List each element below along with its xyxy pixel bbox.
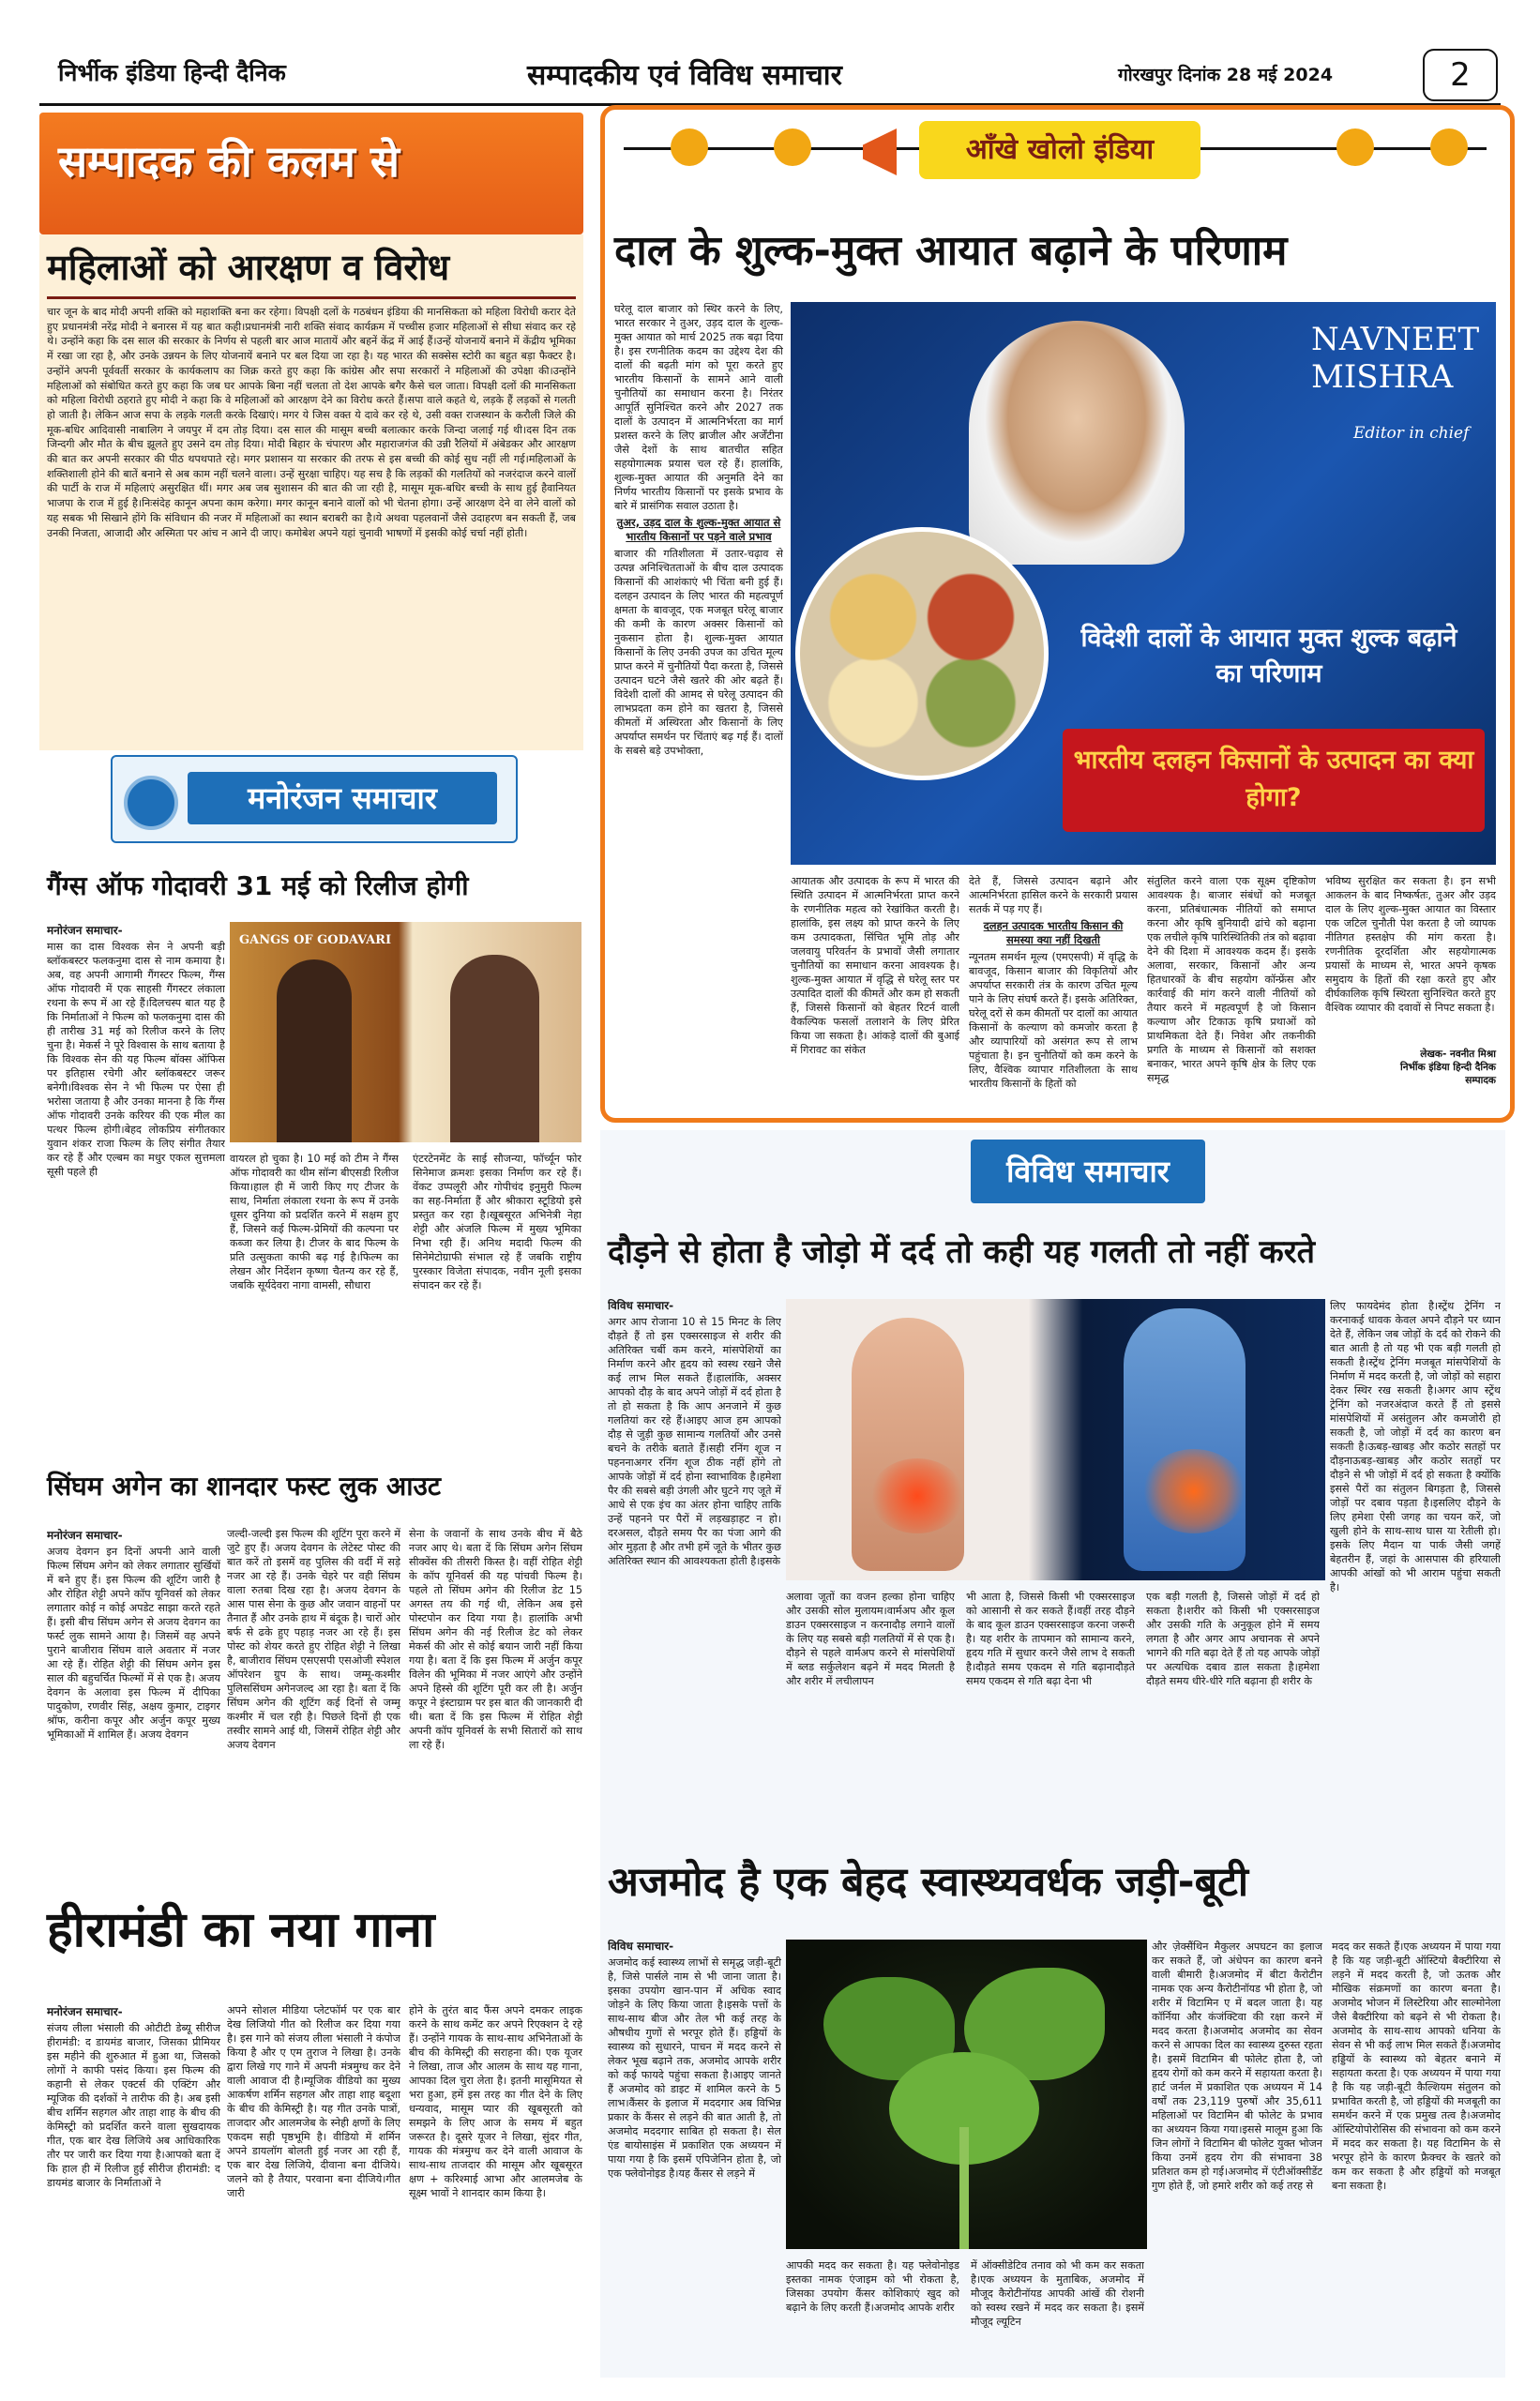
- misc-story1-headline: दौड़ने से होता है जोड़ो में दर्द तो कही यह गलती तो नहीं करते: [608, 1233, 1315, 1271]
- story-heera-col2: अपने सोशल मीडिया प्लेटफॉर्म पर एक बार देख लिजियो गीत को रिलीज कर दिया गया है। इस गाने को संजय लीला भंसाली ने कंपोज किया है और ए एम तुराज ने लिखा है। उनके द्वारा लिखे गए गाने में अपनी मंत्रमुग्ध कर देने वाली आवाज दी है।म्यूजिक वीडियो का मुख्य आकर्षण शर्मिन सहगल और ताहा शाह बदूशा के बीच की केमिस्ट्री है। यह गीत उनके पात्रों, ताजदार और आलमजेब के स्नेही क्षणों के लिए एकदम सही पृष्ठभूमि है। वीडियो में शर्मिन अपने डायलॉग बोलती हुई नजर आ रही हैं, एक बार देख लिजिये, दीवाना बना दीजिये। जलने को है तैयार, परवाना बना दीजिये।गीत जारी: [227, 2004, 400, 2199]
- misc-story2-col2: आपकी मदद कर सकता है। यह फ्लेवोनोइड इस्तका नामक एंजाइम को भी रोकता है, जिसका उपयोग कैंसर कोशिकाएं खुद को बढ़ाने के लिए करती हैं।अजमोद आपके शरीर: [786, 2259, 959, 2314]
- feature-headline: दाल के शुल्क-मुक्त आयात बढ़ाने के परिणाम: [614, 227, 1288, 275]
- sunburst-icon-4: [1430, 128, 1468, 166]
- story-gangs-col3: एंटरटेनमेंट के साई सौजन्या, फॉर्च्यून फोर सिनेमाज क्रमशः इसका निर्माण कर रहे हैं। वेंकट उप्पलूरी और गोपीचंद इनुमुरी फिल्म का सह-निर्माता हैं और श्रीकारा स्टूडियो इसे प्रस्तुत कर रहा है।खूबसूरत अभिनेत्री नेहा शेट्टी और अंजलि फिल्म में मुख्य भूमिका निभा रही हैं। अनिथ मदादी फिल्म की सिनेमेटोग्राफी संभाल रहे हैं जबकि राष्ट्रीय पुरस्कार विजेता संपादक, नवीन नूली इसका संपादन कर रहे हैं।: [413, 1153, 581, 1291]
- misc-story2-text1: अजमोद कई स्वास्थ्य लाभों से समृद्ध जड़ी-बूटी है, जिसे पार्सले नाम से भी जाना जाता है। इसका उपयोग खान-पान में अधिक स्वाद जोड़ने के लिए किया जाता है।इसके पत्तों के साथ-साथ बीज और तेल भी कई तरह के औषधीय गुणों से भरपूर होते हैं। हड्डियों के स्वास्थ्य को सुधारने, पाचन में मदद करने से लेकर भूख बढ़ाने तक, अजमोद आपके शरीर को कई फायदे पहुंचा सकता है।आइए जानते हैं अजमोद को डाइट में शामिल करने के 5 लाभ।कैंसर के इलाज में मददगार अब विभिन्न प्रकार के कैंसर से लड़ने की बात आती है, तो अजमोद मददगार साबित हो सकता है। सेल एंड बायोसाइंस में प्रकाशित एक अध्ययन में पाया गया है कि इसमें एपिजेनिन होता है, जो एक फ्लेवोनोइड है।यह कैंसर से लड़ने में: [608, 1956, 781, 2180]
- story-singham-headline: सिंघम अगेन का शानदार फस्ट लुक आउट: [47, 1471, 441, 1502]
- misc-story1-col4: एक बड़ी गलती है, जिससे जोड़ों में दर्द हो सकता है।शरीर को किसी भी एक्सरसाइज और उसकी गति के अनुकूल होने में समय लगता है और अगर आप अचानक से अपने भागने की गति बढ़ा देते हैं तो यह आपके जोड़ों पर अत्यधिक दबाव डाल सकता है।हमेशा दौड़ते समय धीरे-धीरे गति बढ़ाना ही शरीर के: [1146, 1591, 1320, 1687]
- misc-story1-col2: अलावा जूतों का वजन हल्का होना चाहिए और उसकी सोल मुलायम।वार्मअप और कूल डाउन एक्सरसाइज न करनादौड़ लगाने वालों के लिए यह सबसे बड़ी गलतियों में से एक है।दौड़ने से पहले वार्मअप करने से मांसपेशियों में ब्लड सर्कुलेशन बढ़ने में मदद मिलती है और शरीर में लचीलापन: [786, 1591, 955, 1687]
- story-singham-col2: जल्दी-जल्दी इस फिल्म की शूटिंग पूरा करने में जुटे हुए हैं। अजय देवगन के लेटेस्ट पोस्ट की बात करें तो इसमें वह पुलिस की वर्दी में सड़े नजर आ रहे हैं। उनके चेहरे पर वही सिंघम वाला रुतबा दिख रहा है। अजय देवगन के आस पास सेना के कुछ और जवान वाहनों पर तैनात हैं और उनके हाथ में बंदूक है। चारों ओर बर्फ से ढके हुए पहाड़ नजर आ रहे हैं। इस पोस्ट को शेयर करते हुए रोहित शेट्टी ने लिखा है, बाजीराव सिंघम एसएसपी एसओजी स्पेशल ऑपरेशन ग्रुप के साथ। जम्मू-कश्मीर पुलिससिंघम अगेनजल्द आ रहा है। बता दें कि सिंघम अगेन की शूटिंग कई दिनों से जम्मू कश्मीर में चल रही है। पिछले दिनों ही एक तस्वीर सामने आई थी, जिसमें रोहित शेट्टी और अजय देवगन: [227, 1528, 400, 1751]
- signature-line2: निर्भीक इंडिया हिन्दी दैनिक: [1399, 1062, 1496, 1073]
- section-title: सम्पादकीय एवं विविध समाचार: [527, 59, 842, 92]
- misc-story1-text1: अगर आप रोजाना 10 से 15 मिनट के लिए दौड़ते हैं तो इस एक्सरसाइज से शरीर की अतिरिक्त चर्बी कम करने, मांसपेशियों का निर्माण करने और हृदय को स्वस्थ रखने जैसे कई लाभ मिल सकते हैं।हालांकि, अक्सर आपको दौड़ के बाद अपने जोड़ों में दर्द होता है तो हो सकता है कि आप अनजाने में कुछ गलतियां कर रहे हैं।आइए आज हम आपको दौड़ से जुड़ी कुछ सामान्य गलतियों और उनसे बचने के तरीके बताते हैं।सही रनिंग शूज न पहननाअगर रनिंग शूज ठीक नहीं होंगे तो आपके जोड़ों में दर्द होना स्वाभाविक है।हमेशा पैर की सबसे बड़ी उंगली और घुटने गए जूते में आधे से एक इंच का अंतर होना चाहिए ताकि उन्हें पहनने पर पैरों में लड़खड़ाहट न हो।दरअसल, दौड़ते समय पैर का पंजा आगे की ओर मुड़ता है और तभी हमें जूते के भीतर कुछ अतिरिक्त स्थान की आवश्यकता होती है।इसके: [608, 1316, 781, 1567]
- pulses-bowls: [795, 527, 1049, 780]
- feature-frame: [600, 105, 1515, 1123]
- image-name-line1: NAVNEET: [1311, 321, 1480, 358]
- editorial-banner: [39, 113, 583, 234]
- signature-line1: लेखक- नवनीत मिश्रा: [1420, 1049, 1496, 1060]
- dateline: गोरखपुर दिनांक 28 मई 2024: [1118, 65, 1334, 85]
- misc-banner-text: विविध समाचार: [1006, 1154, 1170, 1189]
- story-gangs-byline: मनोरंजन समाचार-: [47, 924, 123, 937]
- poster-figure-left: [277, 959, 352, 1142]
- image-caption2: भारतीय दलहन किसानों के उत्पादन का क्या होगा?: [1073, 746, 1474, 812]
- story-heera-col3: होने के तुरंत बाद फैंस अपने दमकर लाइक करने के साथ कमेंट कर अपने रिएक्शन दे रहे हैं। उन्होंने गायक के साथ-साथ अभिनेताओं के बीच की केमिस्ट्री की सराहना की। एक यूजर ने लिखा, ताज और आलम के साथ यह गाना, आपका दिल चुरा लेता है। इतनी मासूमियत से भरा हुआ, हमें इस तरह का गीत देने के लिए धन्यवाद, मासूम प्यार की खूबसूरती को समझने के लिए आज के समय में बहुत जरूरत है। दूसरे यूजर ने लिखा, सुंदर गीत, गायक की मंत्रमुग्ध कर देने वाली आवाज के साथ-साथ ताजदार की मासूम और खूबसूरत क्षण + करिश्माई आभा और आलमजेब के सूक्ष्म भावों ने शानदार काम किया है।: [409, 2004, 582, 2199]
- misc-story2-col3: में ऑक्सीडेटिव तनाव को भी कम कर सकता है।एक अध्ययन के मुताबिक, अजमोद में मौजूद कैरोटीनॉयड आपकी आंखें की रोशनी को स्वस्थ रखने में मदद कर सकता है। इसमें मौजूद ल्यूटिन: [971, 2259, 1144, 2328]
- misc-banner: [971, 1140, 1205, 1203]
- editorial-box: [39, 234, 583, 750]
- feature-signature: [1327, 1048, 1496, 1087]
- story-heera-byline: मनोरंजन समाचार-: [47, 2005, 123, 2018]
- editorial-rule: [47, 296, 576, 299]
- feature-col1-subhead: तुअर, उड़द दाल के शुल्क-मुक्त आयात से भारतीय किसानों पर पड़ने वाले प्रभाव: [616, 516, 781, 543]
- feature-col4: संतुलित करने वाला एक सूक्ष्म दृष्टिकोण आवश्यक है। बाजार संबंधों को मजबूत करना, प्रतिबंधात्मक नीतियों को समाप्त करना और कृषि बुनियादी ढांचे को बढ़ाना एक लचीले कृषि पारिस्थितिकी तंत्र को बढ़ावा देने की दिशा में आवश्यक कदम हैं। इसके अलावा, सरकार, किसानों और अन्य हितधारकों के बीच सहयोग कॉन्फ्रेंस और कार्रवाई की मांग करने वाली नीतियों को तैयार करने में महत्वपूर्ण है जो किसान कल्याण और टिकाऊ कृषि प्रथाओं को प्राथमिकता देते हैं। निवेश और तकनीकी प्रगति के माध्यम से किसानों को सशक्त बनाकर, भारत अपने कृषि क्षेत्र के लिए एक समृद्ध: [1147, 875, 1316, 1084]
- signature-line3: सम्पादक: [1465, 1075, 1496, 1086]
- parsley-stem: [959, 2127, 969, 2249]
- story-heera-text1: संजय लीला भंसाली की ओटीटी डेब्यू सीरीज हीरामंडी: द डायमंड बाजार, जिसका प्रीमियर इस महीने की शुरुआत में हुआ था, जिसको लोगों ने काफी पसंद किया। इस फिल्म की कहानी से लेकर एक्टर्स की एक्टिंग और म्यूजिक की दर्शकों ने तारीफ की है। अब इसी बीच शर्मिन सहगल और ताहा शाह के बीच की केमिस्ट्री को प्रदर्शित करने वाला सुखदायक गीत, एक बार देख लिजिये अब आधिकारिक तौर पर जारी कर दिया गया है।आपको बता दें कि हाल ही में रिलीज हुई सीरीज हीरामंडी: द डायमंड बाजार के निर्माताओं ने: [47, 2022, 220, 2189]
- editorial-banner-text: सम्पादक की कलम से: [58, 136, 400, 187]
- entertainment-banner-plate: [188, 772, 497, 824]
- page-number: 2: [1450, 56, 1471, 94]
- image-caption2-plate: [1063, 729, 1485, 832]
- pain-glow-left: [870, 1458, 964, 1533]
- feature-col3-subhead: दलहन उत्पादक भारतीय किसान की समस्या क्या नहीं दिखती: [983, 919, 1124, 946]
- feature-col3-text: देते हैं, जिससे उत्पादन बढ़ाने और आत्मनिर्भरता हासिल करने के सरकारी प्रयास सतर्क में पड़ गए हैं।: [969, 875, 1138, 915]
- editorial-body: चार जून के बाद मोदी अपनी शक्ति को महाशक्ति बना कर रहेगा। विपक्षी दलों के गठबंधन इंडिया की मानसिकता को महिला विरोधी करार देते हुए प्रधानमंत्री नरेंद्र मोदी ने बनारस में यह बात कही।प्रधानमंत्री नारी शक्ति संवाद कार्यक्रम में पच्चीस हजार महिलाओं से सीधा संवाद कर रहे थे। उन्होंने कहा कि दस साल की सरकार के निर्णय से पहली बार आज मातायें और बहनें केंद्र में आई हैं।उन्हें योजनायें बनाने में केंद्रीय भूमिका में रखा जा रहा है, और उनके उन्नयन के लिए योजनायें बनाने पर बल दिया जा रहा है। यह भारत की सक्सेस स्टोरी का बहुत बड़ा फैक्टर है। उन्होंने अपनी पूर्ववर्ती सरकार के कार्यकलाप का जिक्र करते हुए कहा कि कांग्रेस और सपा सरकारों ने महिलाओं की उपेक्षा की।उन्होंने महिलाओं को संबोधित करते हुए कहा कि जब घर आपके बिना नहीं चलता तो देश आपके बगैर कैसे चल जाता। विपक्षी दलों की मानसिकता को महिला विरोधी ठहराते हुए मोदी ने कहा कि वे महिलाओं को आरक्षण देने का विरोध करते हैं।सपा वाले कहते थे, लड़के हैं लड़कों से गलती हो जाती है। लेकिन आज सपा के लड़के गलती करके दिखाएं। मगर ये जिस वक्त ये दावे कर रहे थे, उसी वक्त राजस्थान के करौली जिले की मूक-बधिर आदिवासी नाबालिग ने जयपुर में दम तोड़ दिया। दस साल की मासूम बच्ची बलात्कार करके जिन्दा जलाई गई थी।दस दिन तक जिन्दगी और मौत के बीच झूलते हुए उसने दम तोड़ दिया। मोदी बिहार के चंपारण और महाराजगंज की उन्नी रैलियों में अंबेडकर और आरक्षण की बात कर अपनी सरकार की पीठ थपथपाते रहे। मगर प्रशासन या सरकार की तरफ से इस बच्ची की कोई सुध नहीं ली गई।महिलाओं के शक्तिशाली होने की बातें बनाने से अब काम नहीं चलने वाला। उन्हें सुरक्षा चाहिए। यह सच है कि लड़कों की गलतियों को नजरंदाज करने वालों की पार्टी के राज में महिलाएं असुरक्षित थीं। मगर अब जब सुशासन की बात की जा रही है, मासूम मूक-बधिर बच्ची के साथ हुई हैवानियत भाजपा के राज में हुई है।निःसंदेह कानून अपना काम करेगा। मगर कानून बनाने वालों को भी चेतना होगा। उन्हें आरक्षण देने वा लेने वालों को यह सबक भी सिखाने होंगे कि संविधान की नजर में महिलाओं का स्थान बराबरी का है।ये अथवा पहलवानों जैसे उदाहरण बन सकती हैं, जब उनकी निजता, आजादी और अस्मिता पर आंच न आने दी जाए। कमोबेश अपने यहां चुनावी भाषणों में इसकी कोई चर्चा नहीं होती।: [47, 306, 576, 539]
- feature-banner-plate: [919, 121, 1200, 179]
- misc-story2-col1: [608, 1940, 781, 2371]
- image-caption1: विदेशी दालों के आयात मुक्त शुल्क बढ़ाने का परिणाम: [1080, 624, 1457, 688]
- story-heera-col1: [47, 2005, 220, 2362]
- story-gangs-col1: [47, 924, 225, 1449]
- paper-name: निर्भीक इंडिया हिन्दी दैनिक: [58, 59, 286, 86]
- feature-col3: [969, 874, 1138, 1099]
- story-singham-byline: मनोरंजन समाचार-: [47, 1529, 123, 1542]
- misc-story1-col3: भी आता है, जिससे किसी भी एक्सरसाइज को आसानी से कर सकते हैं।वहीं तरह दौड़ने के बाद कूल डाउन एक्सरसाइज करना जरूरी है। यह शरीर के तापमान को सामान्य करने, हृदय गति में सुधार करने जैसे लाभ दे सकती है।दौड़ते समय एकदम से गति बढ़ानादौड़ते समय एकदम से गति बढ़ा देना भी: [966, 1591, 1135, 1687]
- story-singham-col1: [47, 1529, 220, 1880]
- megaphone-icon: [863, 128, 919, 175]
- portrait-silhouette: [969, 321, 1185, 565]
- joint-pain-photo: [786, 1299, 1325, 1580]
- masthead: [39, 49, 1501, 106]
- image-name-line2: MISHRA: [1311, 358, 1454, 396]
- feature-image: [791, 302, 1496, 865]
- entertainment-banner: [111, 755, 518, 843]
- misc-story2-headline: अजमोद है एक बेहद स्वास्थ्यवर्धक जड़ी-बूटी: [608, 1859, 1248, 1906]
- story-singham-col3: सेना के जवानों के साथ उनके बीच में बैठे नजर आए थे। बता दें कि सिंघम अगेन सिंघम सीक्वेंस की तीसरी किस्त है। वहीं रोहित शेट्टी के कॉप यूनिवर्स की यह पांचवी फिल्म है। पहले तो सिंघम अगेन की रिलीज डेट 15 अगस्त तय की गई थी, लेकिन अब इसे पोस्टपोन कर दिया गया है। हालांकि अभी सिंघम अगेन की नई रिलीज डेट को लेकर मेकर्स की ओर से कोई बयान जारी नहीं किया गया है। बता दें कि इस फिल्म में अर्जुन कपूर विलेन की भूमिका में नजर आएंगे और उन्होंने अपने हिस्से की शूटिंग पूरी कर ली है। अर्जुन कपूर ने इंस्टाग्राम पर इस बात की जानकारी दी थी। बता दें कि इस फिल्म में रोहित शेट्टी अपनी कॉप यूनिवर्स के सभी सितारों को साथ ला रहे हैं।: [409, 1528, 582, 1751]
- misc-story2-col5: मदद कर सकते हैं।एक अध्ययन में पाया गया है कि यह जड़ी-बूटी ऑस्टियो बैक्टीरिया से लड़ने में मदद करती है, जो ऊतक और मौखिक संक्रमणों का कारण बनता है।अजमोद भोजन में लिस्टेरिया और साल्मोनेला जैसे बैक्टीरिया को बढ़ने से भी रोकता है। अजमोद के साथ-साथ आपको धनिया के सेवन से भी कई लाभ मिल सकते हैं।अजमोद हड्डियों के स्वास्थ्य को बेहतर बनाने में सहायता करता है। एक अध्ययन में पाया गया है कि यह जड़ी-बूटी कैल्शियम संतुलन को प्रभावित करती है, जो हड्डियों की मजबूती का समर्थन करने में एक प्रमुख तत्व है।अजमोद ऑस्टियोपोरोसिस की संभावना को कम करने में मदद कर सकता है। यह विटामिन के से भरपूर होने के कारण फ्रैक्चर के खतरे को कम कर सकता है और हड्डियों को मजबूत बना सकता है।: [1332, 1940, 1501, 2192]
- story-gangs-text1: मास का दास विश्वक सेन ने अपनी बड़ी ब्लॉकबस्टर फलकनुमा दास से नाम कमाया है। अब, वह अपनी आगामी गैंगस्टर फिल्म, गैंग्स ऑफ गोदावरी में एक साहसी गैंगस्टर लंकाला रथना के रूप में आ रहे हैं।दिलचस्प बात यह है कि निर्माताओं ने फिल्म को फलकनुमा दास की ही तारीख 31 मई को रिलीज करने के लिए चुना है। मेकर्स ने पूरे विश्वास के साथ बताया है कि विश्वक सेन की यह फिल्म बॉक्स ऑफिस पर इतिहास रचेगी और ब्लॉकबस्टर जरूर बनेगी।विश्वक सेन ने भी फिल्म पर ऐसा ही भरोसा जताया है और उनका मानना है कि गैंग्स ऑफ गोदावरी उनके करियर की एक मील का पत्थर फिल्म होगी।बेहद लोकप्रिय संगीतकार युवान शंकर राजा फिल्म के लिए संगीत तैयार कर रहे हैं और एल्बम का मधुर एकल सुत्तमला सूसी पहले ही: [47, 941, 225, 1178]
- feature-banner-text: आँखे खोलो इंडिया: [965, 133, 1155, 166]
- film-reel-icon: [124, 776, 178, 830]
- feature-col3-text2: न्यूनतम समर्थन मूल्य (एमएसपी) में वृद्धि के बावजूद, किसान बाजार की विकृतियों और अपर्याप्त सरकारी तंत्र के कारण उचित मूल्य पाने के लिए संघर्ष करते हैं। इसके अतिरिक्त, घरेलू दरों से कम कीमतों पर दालों का आयात किसानों के कल्याण को कमजोर करता है और व्यापारियों को असंगत रूप से लाभ पहुंचाता है। इन चुनौतियों को कम करने के लिए, वैश्विक व्यापार गतिशीलता के साथ भारतीय किसानों के हितों को: [969, 951, 1138, 1090]
- misc-story2-byline: विविध समाचार-: [608, 1940, 674, 1953]
- feature-banner-strip: [614, 119, 1496, 185]
- entertainment-banner-text: मनोरंजन समाचार: [248, 780, 437, 816]
- misc-story1-col5: लिए फायदेमंद होता है।स्ट्रेंथ ट्रेनिंग न करनाकई धावक केवल अपने दौड़ने पर ध्यान देते हैं, लेकिन जब जोड़ों के दर्द को रोकने की बात आती है तो यह भी एक बड़ी गलती हो सकती है।स्ट्रेंथ ट्रेनिंग मजबूत मांसपेशियों के निर्माण में मदद करती है, जो जोड़ों को सहारा देकर स्थिर रख सकती है।अगर आप स्ट्रेंथ ट्रेनिंग को नजरअंदाज करते हैं तो इससे मांसपेशियों में असंतुलन और कमजोरी हो सकती है, जो जोड़ों में दर्द का कारण बन सकती है।ऊबड़-खाबड़ और कठोर सतहों पर दौड़नाऊबड़-खाबड़ और कठोर सतहों पर दौड़ने से भी जोड़ों में दर्द हो सकता है क्योंकि इससे पैरों का संतुलन बिगड़ता है, जिससे जोड़ों पर दबाव पड़ता है।इसलिए दौड़ने के लिए हमेशा ऐसी जगह का चयन करें, जो खुली होने के साथ-साथ घास या रेतीली हो।इसके लिए मैदान या पार्क जैसी जगहें बेहतरीन हैं, जहां के आसपास की हरियाली आपकी आंखों को भी आराम पहुंचा सकती है।: [1330, 1300, 1501, 1593]
- story-heera-headline: हीरामंडी का नया गाना: [47, 1902, 435, 1958]
- poster-title: GANGS OF GODAVARI: [239, 933, 392, 947]
- leg-left: [852, 1318, 964, 1571]
- feature-col2: आयातक और उत्पादक के रूप में भारत की स्थिति उत्पादन में आत्मनिर्भरता प्राप्त करने के रणनीतिक महत्व को रेखांकित करती है। हालांकि, इस लक्ष्य को प्राप्त करने के लिए कम उत्पादकता, सिंचित भूमि तोड़ और जलवायु परिवर्तन के प्रभावों जैसी लगातार चुनौतियों का समाधान करना आवश्यक है। शुल्क-मुक्त आयात में वृद्धि से घरेलू स्तर पर उत्पादित दालों की कीमतें और कम हो सकती हैं, जिससे किसानों को बेहतर रिटर्न वाली वैकल्पिक फसलों तलाशने के लिए प्रेरित किया जा सकता है। आंकड़े दालों की बुआई में गिरावट का संकेत: [791, 875, 959, 1056]
- editorial-headline: महिलाओं को आरक्षण व विरोध: [47, 247, 450, 288]
- sunburst-icon-2: [774, 128, 811, 166]
- feature-col1-text: घरेलू दाल बाजार को स्थिर करने के लिए, भारत सरकार ने तुअर, उड़द दाल के शुल्क-मुक्त आयात को मार्च 2025 तक बढ़ा दिया है। इस रणनीतिक कदम का उद्देश्य देश की दालों की बढ़ती मांग को पूरा करते हुए भारतीय किसानों के सामने आने वाली चुनौतियों का समाधान करना है। निरंतर आपूर्ति सुनिश्चित करने और 2027 तक दालों के उत्पादन में आत्मनिर्भरता का मार्ग प्रशस्त करने के लिए ब्राजील और अर्जेंटीना जैसे देशों के साथ बातचीत सहित सहयोगात्मक प्रयास चल रहे हैं। हालांकि, शुल्क-मुक्त आयात की अनुमति देने का निर्णय भारतीय किसानों पर इसके प्रभाव के बारे में प्रासंगिक सवाल उठाता है।: [614, 303, 783, 512]
- story-singham-text1: अजय देवगन इन दिनों अपनी आने वाली फिल्म सिंघम अगेन को लेकर लगातार सुर्खियों में बने हुए हैं। इस फिल्म की शूटिंग जारी है और रोहित शेट्टी अपने कॉप यूनिवर्स को लेकर लगातार कोई न कोई अपडेट साझा करते रहते हैं। इसी बीच सिंघम अगेन से अजय देवगन का फर्स्ट लुक सामने आया है। जिसमें वह अपने पुराने बाजीराव सिंघम वाले अवतार में नजर आ रहे हैं। रोहित शेट्टी की सिंघम अगेन इस साल की बहुचर्चित फिल्मों में से एक है। अजय देवगन के अलावा इस फिल्म में दीपिका पादुकोण, रणवीर सिंह, अक्षय कुमार, टाइगर श्रॉफ, करीना कपूर और अर्जुन कपूर मुख्य भूमिकाओं में शामिल हैं। अजय देवगन: [47, 1546, 220, 1741]
- misc-story2-col4: और ज़ेक्सैंथिन मैकुलर अपघटन का इलाज कर सकते हैं, जो अंधेपन का कारण बनने वाली बीमारी है।अजमोद में बीटा कैरोटीन नामक एक अन्य कैरोटीनॉयड भी होता है, जो शरीर में विटामिन ए में बदल जाता है। यह कॉर्निया और कंजंक्टिवा की रक्षा करने में मदद करता है।अजमोद अजमोद का सेवन करने से आपका दिल का स्वास्थ्य दुरुस्त रहता है। इसमें विटामिन बी फोलेट होता है, जो हृदय रोगों को कम करने में सहायता करता है।हार्ट जर्नल में प्रकाशित एक अध्ययन में 14 वर्षों तक 23,119 पुरुषों और 35,611 महिलाओं पर विटामिन बी फोलेट के प्रभाव का अध्ययन किया गया।इससे मालूम हुआ कि जिन लोगों ने विटामिन बी फोलेट युक्त भोजन किया उनमें हृदय रोग की संभावना 38 प्रतिशत कम हो गई।अजमोद में एंटीऑक्सीडेंट गुण होते हैं, जो हमारे शरीर को कई तरह से: [1152, 1940, 1322, 2192]
- feature-col1-text2: बाजार की गतिशीलता में उतार-चढ़ाव से उत्पन्न अनिश्चितताओं के बीच दाल उत्पादक किसानों की आशंकाएं भी चिंता बनी हुई हैं। दलहन उत्पादन के लिए भारत की महत्वपूर्ण क्षमता के बावजूद, एक मजबूत घरेलू बाजार की कमी के कारण अक्सर किसानों को नुकसान होता है। शुल्क-मुक्त आयात किसानों के लिए उनकी उपज का उचित मूल्य प्राप्त करने में चुनौतियों पैदा करता है, जिससे उत्पादन घटने जैसे खतरे की ओर बढ़ते हैं। विदेशी दालों की आमद से घरेलू उत्पादन की लाभप्रदता कम होने का खतरा है, जिससे कीमतों में अस्थिरता और किसानों के लिए अपर्याप्त समर्थन पर चिंताएं बढ़ गई हैं। दालों के सबसे बड़े उपभोक्ता,: [614, 548, 783, 757]
- feature-col1: [614, 302, 783, 1099]
- misc-story1-byline: विविध समाचार-: [608, 1299, 674, 1312]
- image-role: Editor in chief: [1353, 424, 1470, 443]
- pain-glow-right: [1142, 1449, 1246, 1533]
- parsley-photo: [786, 1940, 1147, 2249]
- poster-figure-right: [450, 955, 539, 1142]
- story-gangs-col2: वायरल हो चुका है। 10 मई को टीम ने गैंग्स ऑफ गोदावरी का थीम सॉन्ग बीएसडी रिलीज किया।हाल ही में जारी किए गए टीजर के साथ, निर्माता लंकाला रथना के रूप में उनके धूसर दुनिया को प्रदर्शित करने में सक्षम हुए हैं, जिसने कई फिल्म-प्रेमियों की कल्पना पर कब्जा कर लिया है। टीजर के बाद फिल्म के प्रति उत्सुकता काफी बढ़ गई है।फिल्म का लेखन और निर्देशन कृष्णा चैतन्य कर रहे हैं, जबकि सूर्यदेवरा नागा वामसी, सौधारा: [230, 1153, 399, 1291]
- misc-story1-col1: [608, 1299, 781, 1805]
- sunburst-icon-1: [671, 128, 708, 166]
- story-gangs-headline: गैंग्स ऑफ गोदावरी 31 मई को रिलीज होगी: [47, 870, 469, 901]
- sunburst-icon-3: [1336, 128, 1374, 166]
- page-number-box: [1423, 49, 1498, 101]
- feature-col5-text: भविष्य सुरक्षित कर सकता है। इन सभी आकलन के बाद निष्कर्षतः, तुअर और उड़द दाल के लिए शुल्क-मुक्त आयात का विस्तार एक जटिल चुनौती पेश करता है जो व्यापक नीतिगत हस्तक्षेप की मांग करता है। रणनीतिक दूरदर्शिता और सहयोगात्मक प्रयासों के माध्यम से, भारत अपने कृषक समुदाय के हितों की रक्षा करते हुए और दीर्घकालिक कृषि स्थिरता सुनिश्चित करते हुए वैश्विक व्यापार की दवावों से निपट सकता है।: [1325, 875, 1496, 1014]
- gangs-poster: [230, 922, 581, 1142]
